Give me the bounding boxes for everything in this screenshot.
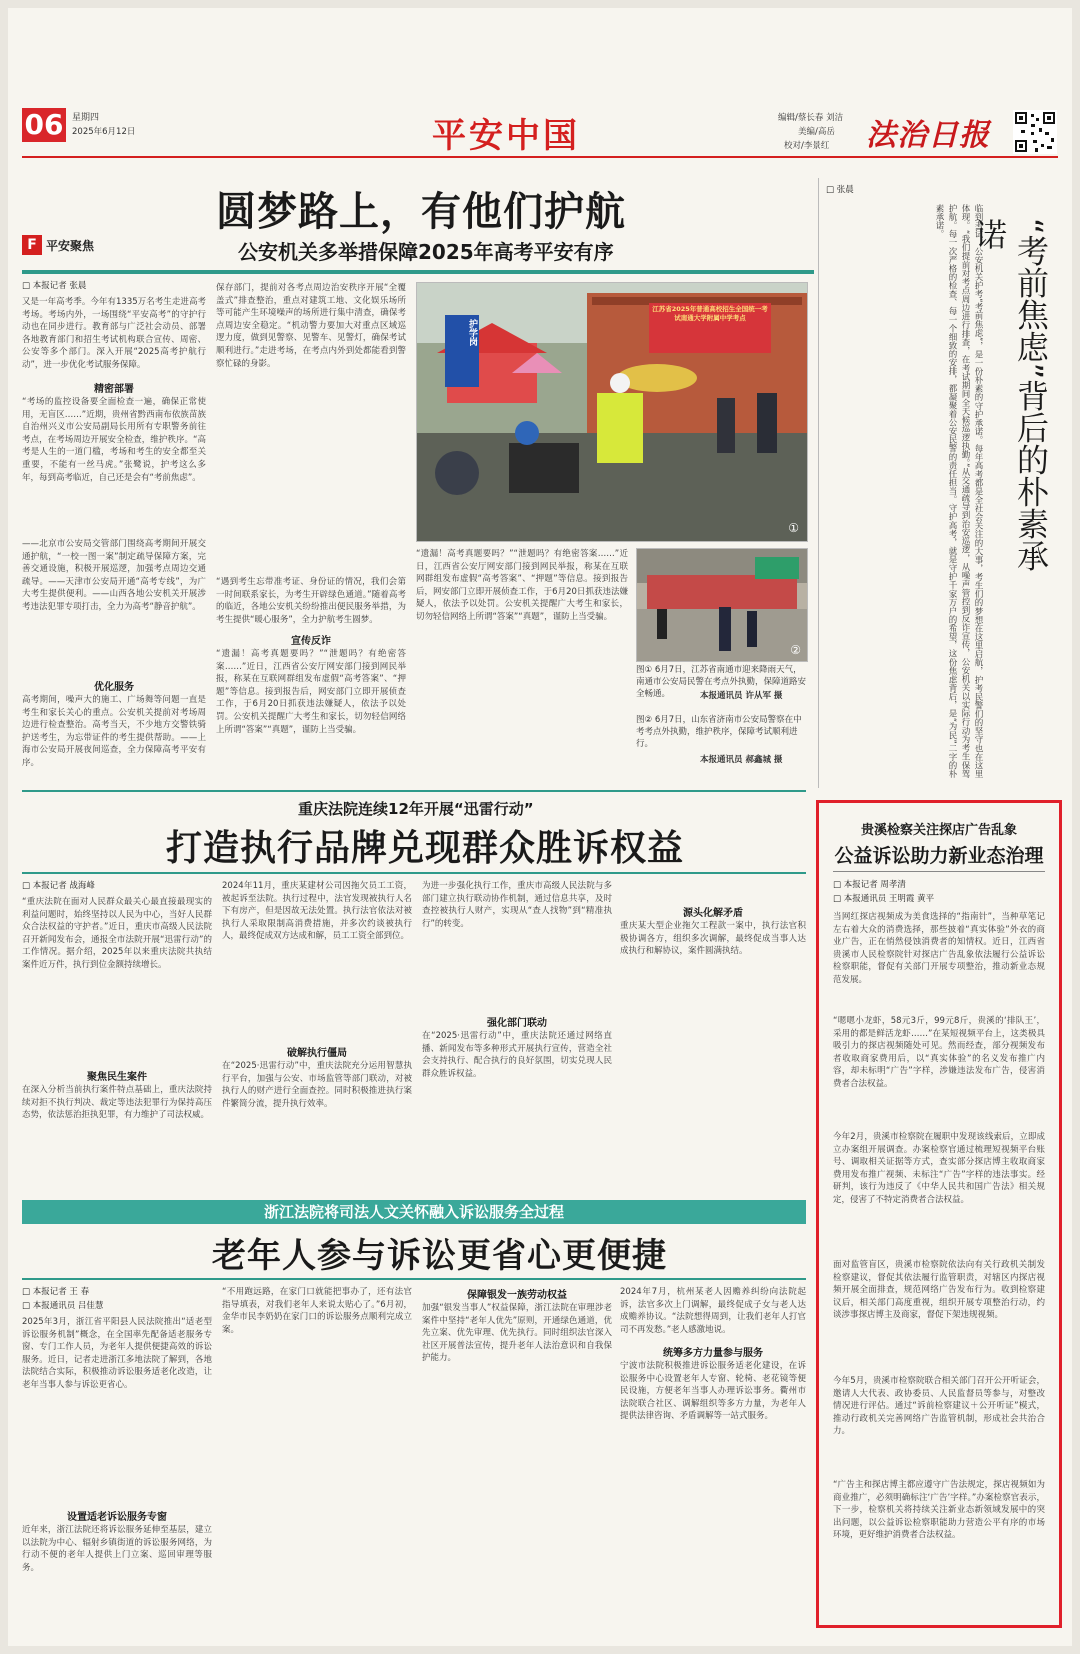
lead-caption-1: 图① 6月7日，江苏省南通市迎来降雨天气，南通市公安局民警在考点外执勤，保障道路安全畅通。 (636, 665, 807, 699)
side-divider (818, 178, 819, 788)
highlight-rule (833, 871, 1045, 872)
section-tag (22, 234, 94, 256)
lead-caption-1-credit: 本报通讯员 许从军 摄 (700, 691, 783, 701)
photo1-banner: 江苏省2025年普通高校招生全国统一考试南通大学附属中学考点 (652, 305, 768, 322)
lead-col3-text: “遗漏！高考真题要吗？”“泄题吗？有绝密答案……”近日，江西省公安厅网安部门接到网民举报，称某在互联网群组发布虚假“高考答案”、“押题”等信息。接到报告后，网安部门立即开展侦查工作，于6月20日抓获违法嫌疑人，依法予以处罚。公安机关提醒广大考生和家长，切勿轻信网络上所谓“答案”“真题”，谨防上当受骗。 (416, 549, 628, 622)
story3-para-2: “不用跑远路，在家门口就能把事办了，还有法官指导填表，对我们老年人来说太贴心了。”6月初，金华市民李奶奶在家门口的诉讼服务点顺利完成立案。 (222, 1287, 412, 1335)
lead-para-6: “遗漏！高考真题要吗？”“泄题吗？有绝密答案……”近日，江西省公安厅网安部门接到网民举报，称某在互联网群组发布虚假“高考答案”、“押题”等信息。接到报告后，网安部门立即开展侦查工作，于6月20日抓获违法嫌疑人，依法予以处罚。公安机关提醒广大考生和家长，切勿轻信网络上所谓“答案”“真题”，谨防上当受骗。 (216, 649, 406, 735)
story2-rule (22, 872, 806, 874)
story3-para-5: 宁波市法院积极推进诉讼服务适老化建设，在诉讼服务中心设置老年人专窗、轮椅、老花镜等便民设施，方便老年当事人办理诉讼事务。衢州市法院联合社区、调解组织等多方力量，为老年人提供法律咨询、矛盾调解等一站式服务。 (620, 1361, 806, 1422)
lead-headline: 圆梦路上，有他们护航 (216, 189, 626, 235)
story3-headline: 老年人参与诉讼更省心更便捷 (212, 1236, 667, 1276)
story3-section-1: 设置适老诉讼服务专窗 (67, 1512, 167, 1523)
story3-para-3: 加强“银发当事人”权益保障，浙江法院在审理涉老案件中坚持“老年人优先”原则，开通绿色通道，优先立案、优先审理、优先执行。同时组织法官深入社区开展普法宣传，提升老年人法治意识和自我保护能力。 (422, 1303, 612, 1364)
story3-section-3: 统筹多方力量参与服务 (663, 1348, 763, 1359)
lead-photo-2 (636, 548, 808, 662)
lead-para-5: “遇到考生忘带准考证、身份证的情况，我们会第一时间联系家长，为考生开辟绿色通道。”随着高考的临近，各地公安机关纷纷推出便民服务举措，为考生提供“暖心服务”，全力护航考生圆梦。 (216, 577, 406, 625)
side-title: “考前焦虑”背后的朴素承诺 (970, 218, 1050, 572)
story2-para-2: 2024年11月，重庆某建材公司因拖欠员工工资，被起诉至法院。执行过程中，法官发现被执行人名下有房产，但是因故无法处置。执行法官依法对被执行人采取限制高消费措施，并多次约谈被执行人，最终促成双方达成和解，员工工资全部到位。 (222, 881, 412, 942)
story2-byline: □ 本报记者 战海峰 (22, 881, 95, 891)
side-body: 临到考试，公安机关护考“考前焦虑”，是一份朴素的守护承诺。每年高考都是全社会关注的大事，考生们的梦想在这里启航，护考民警们的坚守也在这里体现。“我们提前对考点周边进行排查，在考试期间全天候巡逻执勤。”从交通疏导到治安巡逻，从噪声管控到反诈宣传，公安机关以实际行动为考生保驾护航。每一次严格的检查、每一个细致的安排，都凝聚着公安民警的责任担当。守护高考，就是守护千家万户的希望，这份焦虑背后，是“为民”二字的朴素承诺。 (934, 204, 983, 778)
lead-caption-2: 图② 6月7日，山东省济南市公安局警察在中考考点外执勤，维护秩序，保障考试顺利进行。 (636, 715, 802, 749)
tag-label: 平安聚焦 (46, 238, 95, 253)
photo1-sign: 护学岗 (467, 319, 477, 346)
highlight-kicker: 贵溪检察关注探店广告乱象 (860, 823, 1017, 838)
highlight-para-2: “嗯嗯小龙虾，58元3斤，99元8斤，贵溪的‘排队王’，采用的都是鲜活龙虾……”在某短视频平台上，这类极具吸引力的探店视频随处可见。然而经查，部分视频发布者收取商家费用后，以“真实体验”的名义发布推广内容，却未标明“广告”字样，涉嫌违法发布广告，侵害消费者合法权益。 (833, 1016, 1045, 1089)
story3-kicker: 浙江法院将司法人文关怀融入诉讼服务全过程 (22, 1200, 806, 1224)
story3-para-4: 近年来，浙江法院还将诉讼服务延伸至基层，建立以法院为中心、辐射乡镇街道的诉讼服务网络，为行动不便的老年人提供上门立案、巡回审理等服务。 (22, 1525, 212, 1573)
highlight-byline-2: □ 本报通讯员 王明霞 黄平 (833, 894, 935, 904)
story3-byline-2: □ 本报通讯员 吕佳慧 (22, 1301, 104, 1311)
story2-rule-top (22, 790, 806, 792)
lead-intro: 又是一年高考季。今年有1335万名考生走进高考考场。考场内外，一场围绕“平安高考”的守护行动也在同步进行。教育部与广泛社会动员、部署各地教育部门和招生考试机构联合宣传、周密、公安等多个部门。深入开展“2025高考护航行动”，进一步优化考试服务保障。 (22, 297, 206, 370)
masthead-rule (22, 156, 1058, 158)
editor-credit: 编辑/蔡长春 刘洁 (778, 113, 844, 123)
story2-para-7: 在“2025·迅雷行动”中，重庆法院还通过网络直播、新闻发布等多种形式开展执行宣传，营造全社会支持执行、配合执行的良好氛围，切实兑现人民群众胜诉权益。 (422, 1031, 612, 1079)
lead-section-2: 宣传反诈 (291, 636, 331, 647)
story3-para-1: 2025年3月，浙江省平阳县人民法院推出“适老型诉讼服务机制”概念，在全国率先配备适老服务专窗、专门工作人员，为老年人提供便捷高效的诉讼服务。近日，记者走进浙江多地法院了解到，各地法院结合实际，积极推动诉讼服务适老化改造，让老年当事人参与诉讼更省心。 (22, 1317, 212, 1390)
highlight-para-6: “广告主和探店博主都应遵守广告法规定，探店视频如为商业推广，必须明确标注‘广告’字样。”办案检察官表示，下一步，检察机关将持续关注新业态新领域发展中的突出问题，以公益诉讼检察职能助力营造公平有序的市场环境，更好维护消费者合法权益。 (833, 1480, 1045, 1541)
photo2-marker: ② (790, 643, 801, 657)
lead-rule (22, 270, 814, 274)
lead-photo-1 (416, 282, 808, 542)
story2-section-3: 源头化解矛盾 (683, 908, 743, 919)
story2-para-6: 重庆某大型企业拖欠工程款一案中，执行法官积极协调各方，组织多次调解，最终促成当事人达成执行和解协议，案件圆满执结。 (620, 921, 806, 957)
lead-section-3: 优化服务 (94, 682, 134, 693)
lead-caption-2-credit: 本报通讯员 郝鑫城 摄 (700, 755, 783, 765)
side-byline: □ 张晨 (826, 185, 854, 195)
story2-section-4: 强化部门联动 (487, 1018, 547, 1029)
story3-byline-1: □ 本报记者 王 春 (22, 1287, 90, 1297)
highlight-para-4: 面对监管盲区，贵溪市检察院依法向有关行政机关制发检察建议，督促其依法履行监管职责，对辖区内探店视频开展全面排查，规范网络广告发布行为。收到检察建议后，相关部门高度重视，组织开展专项整治行动，约谈涉事探店博主及商家，督促下架违规视频。 (833, 1260, 1045, 1321)
highlight-box (816, 800, 1062, 1628)
highlight-headline: 公益诉讼助力新业态治理 (834, 845, 1044, 867)
story2-para-4: 在深入分析当前执行案件特点基础上，重庆法院持续对拒不执行判决、裁定等违法犯罪行为保持高压态势，依法惩治拒执犯罪，有力维护了司法权威。 (22, 1085, 212, 1121)
art-editor-credit: 美编/高岳 (798, 127, 835, 137)
story2-headline: 打造执行品牌兑现群众胜诉权益 (166, 828, 685, 869)
qr-code-icon (1013, 110, 1057, 154)
story3-rule (22, 1278, 806, 1280)
tag-logo-icon: F (22, 235, 42, 255)
newspaper-page (8, 8, 1072, 1646)
page-number: 06 (22, 108, 66, 142)
highlight-byline-1: □ 本报记者 周孝清 (833, 880, 906, 890)
story2-kicker: 重庆法院连续12年开展“迅雷行动” (298, 800, 534, 818)
story2-para-5: 为进一步强化执行工作，重庆市高级人民法院与多部门建立执行联动协作机制，通过信息共享，及时查控被执行人财产，实现从“查人找物”到“精准执行”的转变。 (422, 881, 612, 929)
proofreader-credit: 校对/李景红 (784, 141, 830, 151)
story3-section-2: 保障银发一族劳动权益 (467, 1290, 567, 1301)
highlight-para-1: 当网红探店视频成为美食选择的“指南针”，当种草笔记左右着大众的消费选择，那些披着“真实体验”外衣的商业广告，正在悄然侵蚀消费者的知情权。近日，江西省贵溪市人民检察院针对探店广告乱象依法履行公益诉讼检察职能，督促有关部门开展专项整治，推动新业态规范发展。 (833, 912, 1045, 985)
weekday: 星期四 (72, 113, 100, 123)
lead-subhead: 公安机关多举措保障2025年高考平安有序 (238, 240, 614, 264)
lead-para-7: 高考期间，噪声大的施工、广场舞等问题一直是考生和家长关心的重点。公安机关提前对考场周边进行检查整治。高考当天，不少地方交警铁骑护送考生，为忘带证件的考生提供帮助。——上海市公安局开展夜间巡查，全力保障高考平安有序。 (22, 695, 206, 768)
story2-para-3: 在“2025·迅雷行动”中，重庆法院充分运用智慧执行平台，加强与公安、市场监管等部门联动，对被执行人的财产进行全面查控。同时积极推进执行案件繁简分流，提升执行效率。 (222, 1061, 412, 1109)
story3-para-6: 2024年7月，杭州某老人因赡养纠纷向法院起诉，法官多次上门调解，最终促成子女与老人达成赡养协议。“法院想得周到，让我们老年人打官司不再发愁。”老人感激地说。 (620, 1287, 806, 1335)
story2-para-1: “重庆法院在面对人民群众最关心最直接最现实的利益问题时，始终坚持以人民为中心，当好人民群众合法权益的守护者。”近日，重庆市高级人民法院召开新闻发布会，通报全市法院开展“迅雷行动”的工作情况。据介绍，2025年以来重庆法院共执结案件近万件，执行到位金额持续增长。 (22, 897, 212, 970)
lead-para-3: ——北京市公安局交管部门围绕高考期间开展交通护航，“一校一图一案”制定疏导保障方案，完善交通设施，积极开展巡逻，加强考点周边交通疏导。——天津市公安局开通“高考专线”，为广大考生提供便利。——山西各地公安机关开展涉考违法犯罪专项打击，全力为高考“静音护航”。 (22, 539, 206, 612)
date: 2025年6月12日 (72, 127, 136, 137)
highlight-para-3: 今年2月，贵溪市检察院在履职中发现该线索后，立即成立办案组开展调查。办案检察官通过梳理短视频平台账号、调取相关证据等方式，查实部分探店博主收取商家费用发布推广视频、未标注“广告”字样的违法事实。经研判，该行为违反了《中华人民共和国广告法》相关规定，侵害了不特定消费者合法权益。 (833, 1132, 1045, 1205)
story2-section-1: 破解执行僵局 (287, 1048, 347, 1059)
highlight-para-5: 今年5月，贵溪市检察院联合相关部门召开公开听证会，邀请人大代表、政协委员、人民监督员等参与，对整改情况进行评估。通过“诉前检察建议＋公开听证”模式，推动行政机关完善网络广告监管机制，形成社会共治合力。 (833, 1376, 1045, 1437)
newspaper-logo: 法治日报 (866, 118, 990, 153)
story2-section-2: 聚焦民生案件 (87, 1072, 147, 1083)
lead-para-4: 保存部门，提前对各考点周边治安秩序开展“全覆盖式”排查整治，重点对建筑工地、文化娱乐场所等可能产生环境噪声的场所进行集中清查，确保考点周边安全稳定。“机动警力要加大对重点区域巡逻力度，做到见警察、见警车、见警灯，确保考试顺利进行。”走进考场，在考点内外到处都能看到警察忙碌的身影。 (216, 283, 406, 369)
lead-para-2: “考场的监控设备要全面检查一遍，确保正常使用，无盲区……”近期，贵州省黔西南布依族苗族自治州兴义市公安局副局长用所有专职警务前往考点，在考场周边开展安全检查，维护秩序。“高考是人生的一道门槛，考场和考生的安全都至关重要，不能有一丝马虎。”张鹭说，护考这么多年，每到高考临近，自己还是会有“考前焦虑”。 (22, 397, 206, 483)
section-title: 平安中国 (432, 116, 580, 156)
lead-section-1: 精密部署 (94, 384, 134, 395)
lead-byline: □ 本报记者 张晨 (22, 281, 87, 291)
photo1-marker: ① (788, 521, 799, 535)
